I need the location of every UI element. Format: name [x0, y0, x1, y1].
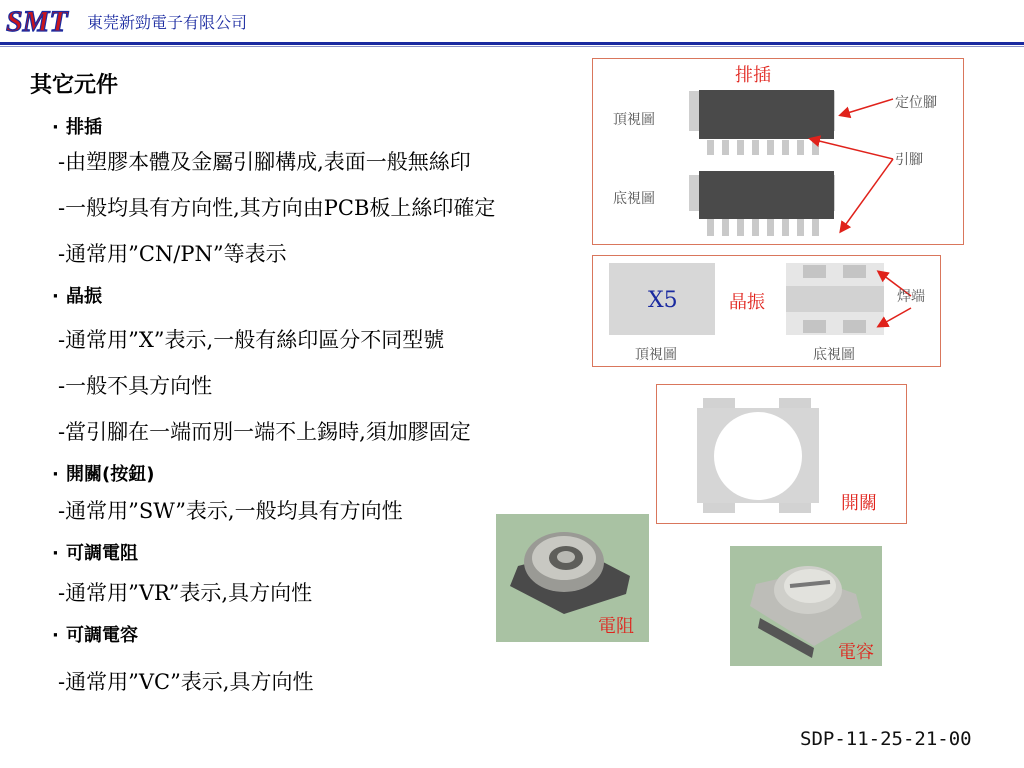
switch-line-1: -通常用”SW”表示,一般均具有方向性	[58, 499, 403, 523]
pin-arrow-bottom	[841, 159, 893, 231]
crystal-title: 晶振	[729, 292, 765, 313]
smt-logo	[4, 3, 80, 39]
capacitor-photo	[730, 546, 882, 666]
section-heading-connector: · 排插	[52, 117, 102, 138]
pads-label: 焊端	[897, 289, 925, 305]
connector-figure	[592, 58, 964, 245]
section-heading-capacitor: · 可調電容	[52, 625, 138, 646]
connector-bottom-view	[689, 171, 835, 236]
document-id: SDP-11-25-21-00	[800, 728, 972, 750]
connector-bottom-view-label: 底視圖	[613, 191, 655, 207]
logo-text: SMT	[6, 5, 68, 38]
pins-label: 引腳	[895, 152, 923, 168]
resistor-photo	[496, 514, 649, 642]
connector-line-1: -由塑膠本體及金屬引腳構成,表面一般無絲印	[58, 150, 471, 174]
header-divider-thin	[0, 46, 1024, 47]
crystal-marking: X5	[648, 288, 678, 313]
crystal-bottom-view	[786, 263, 884, 335]
capacitor-line-1: -通常用”VC”表示,具方向性	[58, 670, 314, 694]
switch-title: 開關	[841, 493, 877, 514]
crystal-bottom-view-label: 底視圖	[813, 347, 855, 363]
connector-title: 排插	[735, 65, 771, 86]
connector-line-2: -一般均具有方向性,其方向由PCB板上絲印確定	[58, 196, 496, 220]
company-name: 東莞新勁電子有限公司	[87, 13, 248, 32]
resistor-title: 電阻	[598, 616, 634, 637]
connector-top-view-label: 頂視圖	[613, 112, 655, 128]
pin-arrow-top	[811, 139, 893, 159]
crystal-figure	[592, 255, 941, 367]
section-heading-resistor: · 可調電阻	[52, 543, 138, 564]
page-title: 其它元件	[30, 73, 119, 98]
connector-top-view	[689, 90, 835, 155]
pin1-label: 定位腳	[895, 95, 937, 111]
section-heading-crystal: · 晶振	[52, 286, 102, 307]
connector-line-3: -通常用”CN/PN”等表示	[58, 242, 287, 266]
crystal-line-2: -一般不具方向性	[58, 374, 213, 398]
section-heading-switch: · 開關(按鈕)	[52, 464, 155, 485]
switch-figure	[656, 384, 907, 524]
switch-button	[714, 412, 802, 500]
pin1-arrow	[841, 99, 893, 115]
header-divider	[0, 42, 1024, 45]
crystal-line-3: -當引腳在一端而別一端不上錫時,須加膠固定	[58, 420, 471, 444]
capacitor-title: 電容	[838, 642, 874, 663]
crystal-top-view-label: 頂視圖	[635, 347, 677, 363]
resistor-line-1: -通常用”VR”表示,具方向性	[58, 581, 313, 605]
crystal-line-1: -通常用”X”表示,一般有絲印區分不同型號	[58, 328, 445, 352]
